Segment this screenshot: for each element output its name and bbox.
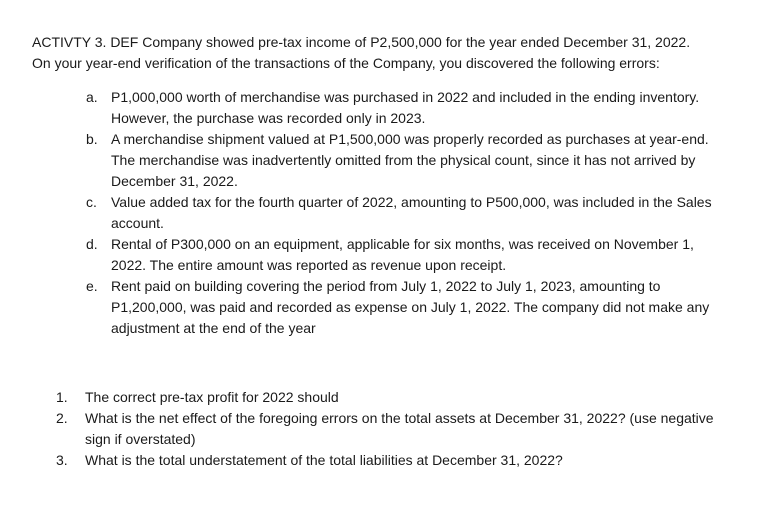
intro-line-2: On your year-end verification of the transactions of the Company, you discovered the following errors: (32, 55, 660, 71)
error-item-e (86, 276, 726, 339)
question-label: 2. (56, 410, 68, 426)
error-text: Value added tax for the fourth quarter of 2022, amounting to P500,000, was included in the Sales account. (111, 194, 712, 231)
error-label: b. (86, 131, 98, 147)
question-text: What is the total understatement of the total liabilities at December 31, 2022? (85, 452, 563, 468)
error-text: A merchandise shipment valued at P1,500,000 was properly recorded as purchases at year-end. The merchandise was inadvertently omitted from the physical count, since it has not arrived by December 31, 2022. (111, 131, 709, 189)
error-text: Rental of P300,000 on an equipment, applicable for six months, was received on November 1, 2022. The entire amount was reported as revenue upon receipt. (111, 236, 694, 273)
errors-list (86, 87, 726, 339)
question-label: 3. (56, 452, 68, 468)
question-item-2 (56, 408, 716, 450)
question-text: The correct pre-tax profit for 2022 should (85, 389, 339, 405)
error-text: P1,000,000 worth of merchandise was purchased in 2022 and included in the ending inventory. However, the purchase was recorded only in 2023. (111, 89, 700, 126)
activity-intro (32, 32, 747, 74)
error-label: c. (86, 194, 97, 210)
error-item-a (86, 87, 726, 129)
intro-line-1: ACTIVTY 3. DEF Company showed pre-tax income of P2,500,000 for the year ended December 31, 2022. (32, 34, 691, 50)
error-label: d. (86, 236, 98, 252)
error-text: Rent paid on building covering the period from July 1, 2022 to July 1, 2023, amounting to P1,200,000, was paid and recorded as expense on July 1, 2022. The company did not make any adjustment at the end of the year (111, 278, 710, 336)
error-item-c (86, 192, 726, 234)
error-label: a. (86, 89, 98, 105)
question-label: 1. (56, 389, 68, 405)
question-text: What is the net effect of the foregoing errors on the total assets at December 31, 2022? (use negative sign if overstated) (85, 410, 714, 447)
questions-list (56, 387, 716, 471)
question-item-3 (56, 450, 716, 471)
error-label: e. (86, 278, 98, 294)
error-item-d (86, 234, 726, 276)
error-item-b (86, 129, 726, 192)
question-item-1 (56, 387, 716, 408)
